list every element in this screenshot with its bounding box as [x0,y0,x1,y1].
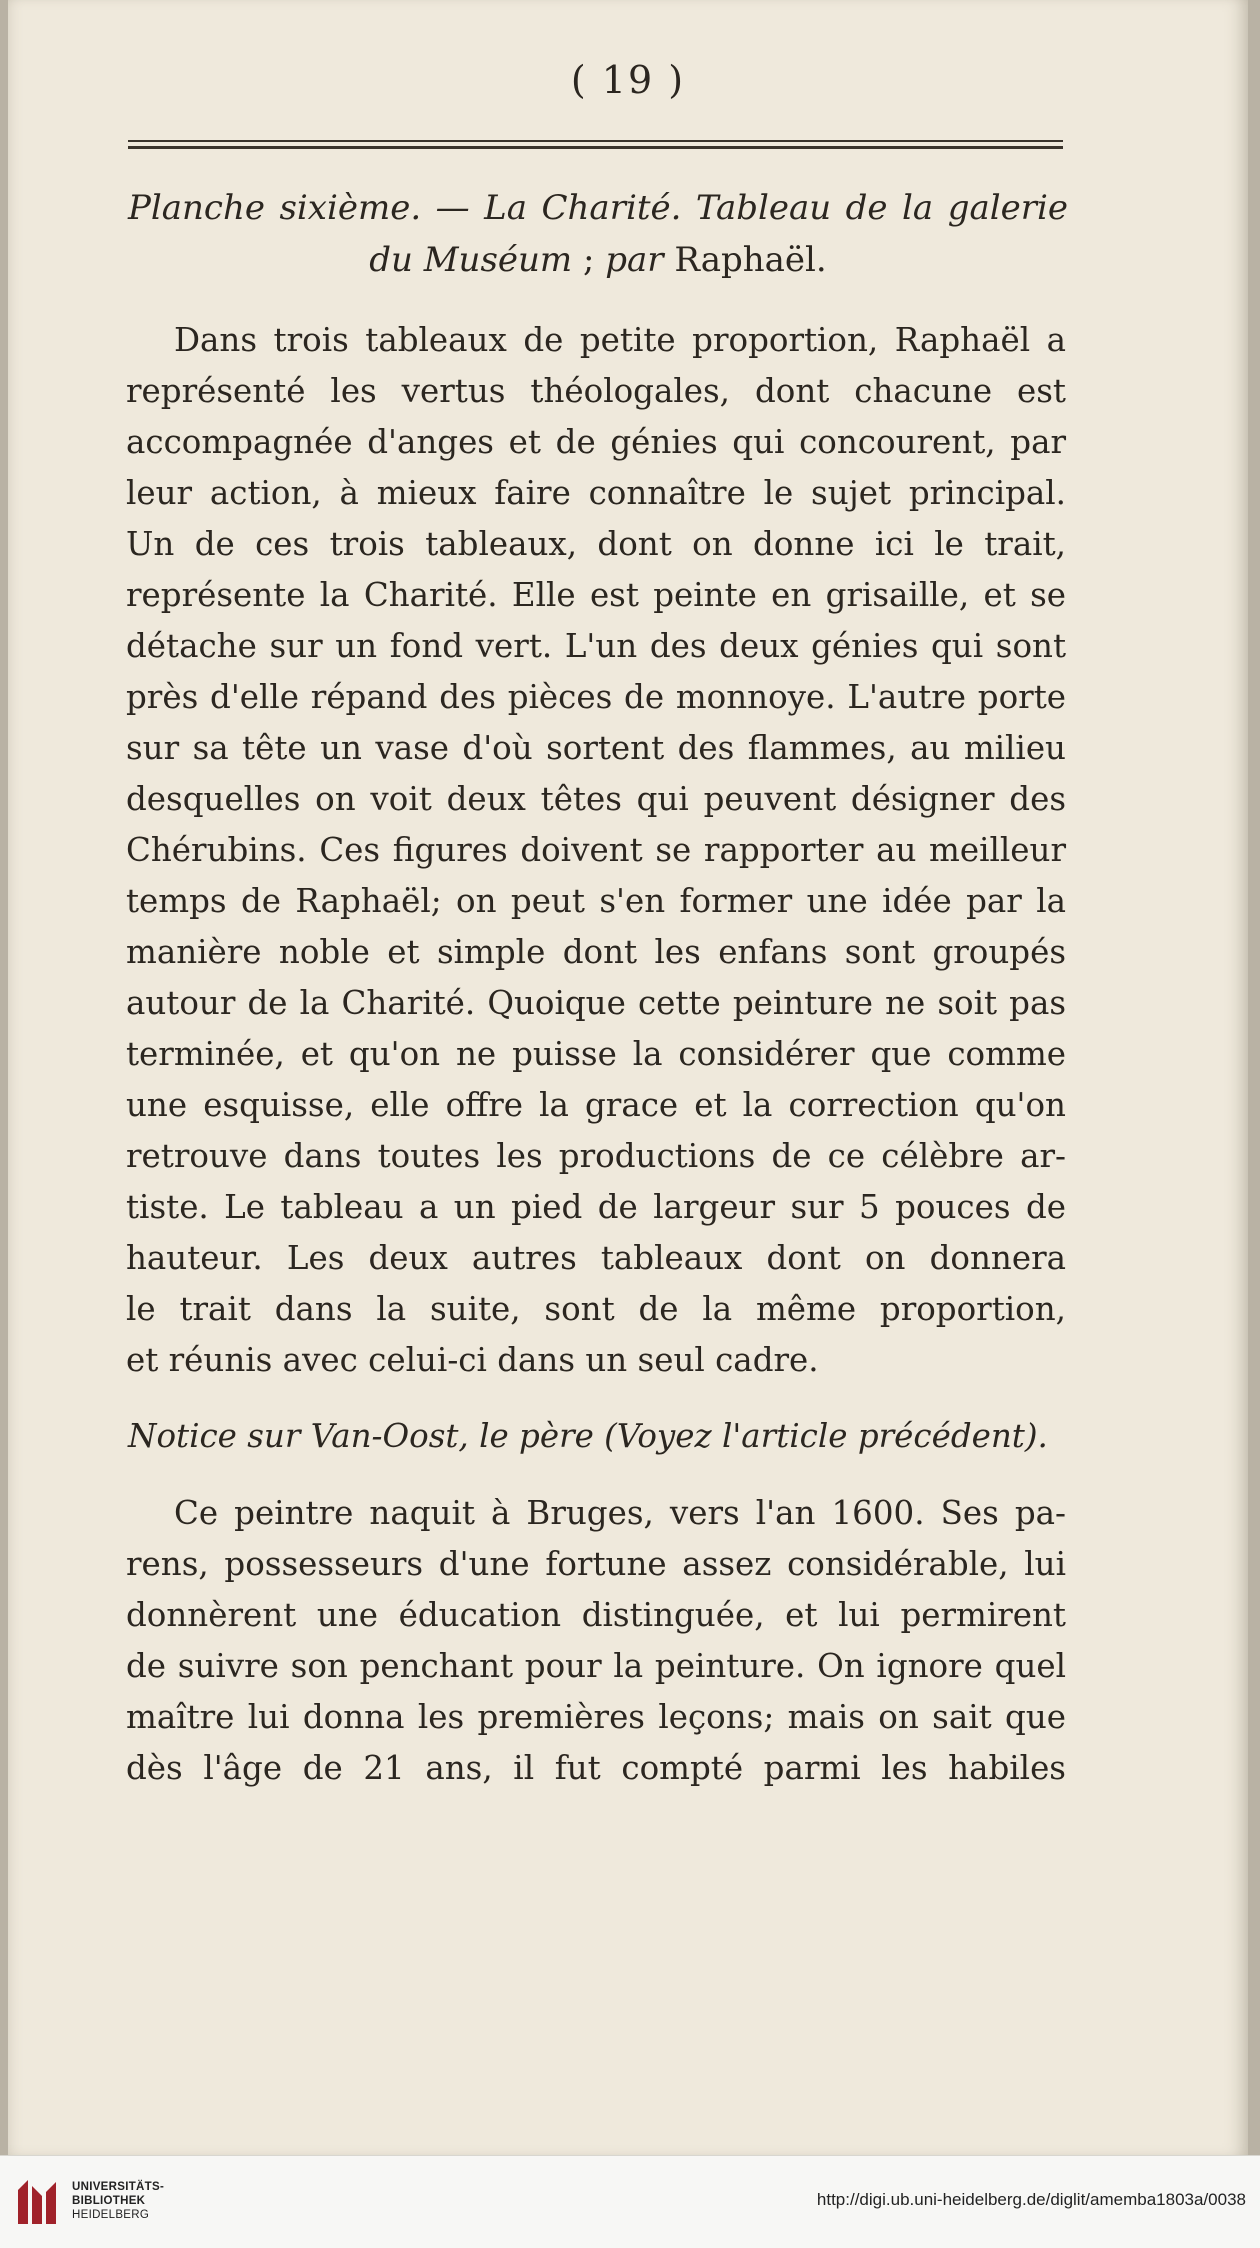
text-line: et réunis avec celui-ci dans un seul cadre. [126,1341,819,1379]
text-line: Chérubins. Ces figures doivent se rapporter au meilleur [126,831,1066,869]
plate-title-line1: Planche sixième. — La Charité. Tableau de la galerie [128,188,1068,228]
text-line: détache sur un fond vert. L'un des deux génies qui sont [126,627,1066,665]
text-line: près d'elle répand des pièces de monnoye. L'autre porte [126,678,1066,716]
paragraph-charite [126,315,1066,1386]
plate-title-artist: Raphaël. [663,240,827,280]
library-name-line1: UNIVERSITÄTS- [72,2181,165,2193]
book-page [8,0,1248,2155]
plate-title-line2 [128,234,1068,286]
text-line: représenté les vertus théologales, dont chacune est [126,372,1066,410]
header-rule [128,140,1063,150]
text-line: autour de la Charité. Quoique cette peinture ne soit pas [126,984,1066,1022]
ub-heidelberg-logo-icon[interactable] [14,2176,60,2228]
text-line: rens, possesseurs d'une fortune assez considérable, lui [126,1545,1066,1583]
library-name-line2: BIBLIOTHEK [72,2195,146,2207]
permalink-url[interactable]: http://digi.ub.uni-heidelberg.de/diglit/amemba1803a/0038 [816,2190,1246,2209]
text-line: de suivre son penchant pour la peinture. On ignore quel [126,1647,1066,1685]
text-line: une esquisse, elle offre la grace et la correction qu'on [126,1086,1066,1124]
text-line: hauteur. Les deux autres tableaux dont on donnera [126,1239,1066,1277]
text-line: temps de Raphaël; on peut s'en former une idée par la [126,882,1066,920]
paragraph-van-oost [126,1488,1066,1794]
text-line: maître lui donna les premières leçons; mais on sait que [126,1698,1066,1736]
text-line: Ce peintre naquit à Bruges, vers l'an 1600. Ses pa- [174,1494,1066,1532]
text-line: terminée, et qu'on ne puisse la considérer que comme [126,1035,1066,1073]
text-line: retrouve dans toutes les productions de ce célèbre ar- [126,1137,1066,1175]
text-line: Dans trois tableaux de petite proportion, Raphaël a [174,321,1066,359]
plate-title [128,182,1068,286]
text-line: représente la Charité. Elle est peinte en grisaille, et se [126,576,1066,614]
text-line: desquelles on voit deux têtes qui peuvent désigner des [126,780,1066,818]
library-name-line3: HEIDELBERG [72,2209,150,2221]
text-line: leur action, à mieux faire connaître le sujet principal. [126,474,1066,512]
plate-title-par: par [605,240,664,280]
page-number: ( 19 ) [570,58,686,102]
plate-title-sep: ; [572,240,606,280]
text-line: dès l'âge de 21 ans, il fut compté parmi les habiles [126,1749,1066,1787]
text-line: manière noble et simple dont les enfans sont groupés [126,933,1066,971]
plate-title-museum: du Muséum [369,240,573,280]
library-name [72,2180,164,2222]
text-line: accompagnée d'anges et de génies qui concourent, par [126,423,1066,461]
viewer-footer [0,2155,1260,2248]
text-line: tiste. Le tableau a un pied de largeur sur 5 pouces de [126,1188,1066,1226]
text-line: le trait dans la suite, sont de la même proportion, [126,1290,1066,1328]
text-line: Un de ces trois tableaux, dont on donne ici le trait, [126,525,1066,563]
text-line: sur sa tête un vase d'où sortent des flammes, au milieu [126,729,1066,767]
notice-heading: Notice sur Van-Oost, le père (Voyez l'article précédent). [128,1417,1048,1455]
text-line: donnèrent une éducation distinguée, et lui permirent [126,1596,1066,1634]
